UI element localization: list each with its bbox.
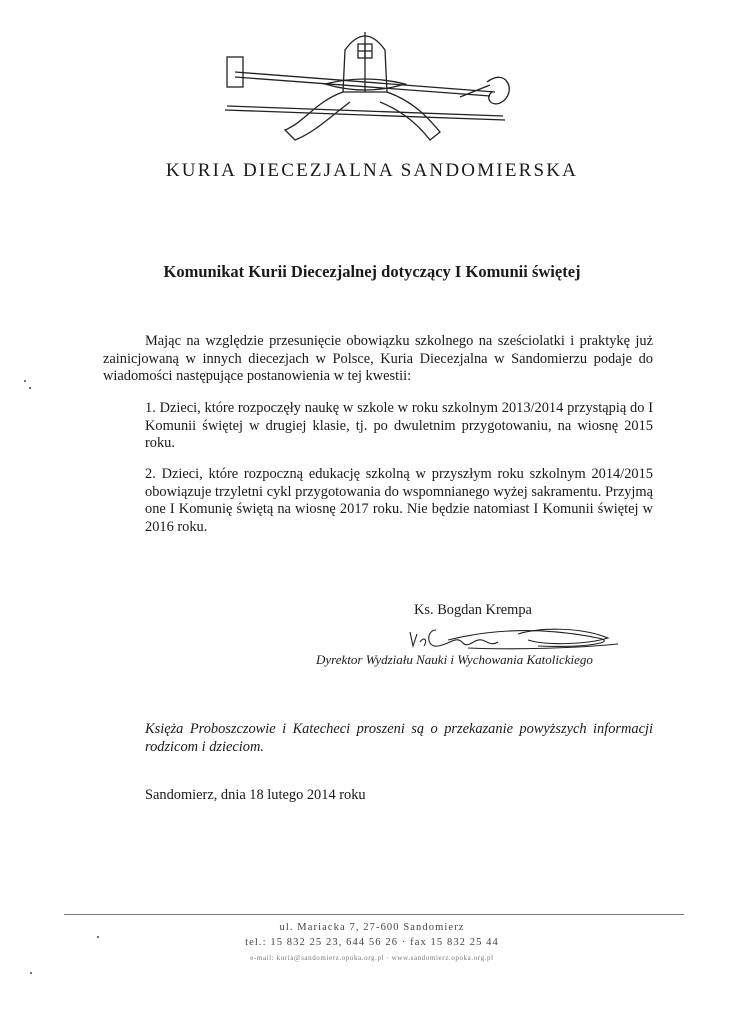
date-line: Sandomierz, dnia 18 lutego 2014 roku — [145, 787, 366, 803]
intro-paragraph: Mając na względzie przesunięcie obowiązku szkolnego na sześciolatki i praktykę już zainicjowaną w innych diecezjach w Polsce, Kuria Diecezjalna w Sandomierzu podaje do wiadomości następujące postanowienia w tej kwestii: — [103, 333, 653, 385]
organization-name: KURIA DIECEZJALNA SANDOMIERSKA — [165, 160, 579, 181]
footer-divider — [64, 914, 684, 915]
scan-speck — [29, 387, 31, 389]
point-1-paragraph: 1. Dzieci, które rozpoczęły naukę w szkole w roku szkolnym 2013/2014 przystąpią do I Komunii świętej w drugiej klasie, tj. po dwuletnim przygotowaniu, na wiosnę 2015 roku. — [145, 400, 653, 452]
scan-speck — [97, 936, 99, 938]
instruction-note: Księża Proboszczowie i Katecheci proszeni są o przekazanie powyższych informacji rodzicom i dzieciom. — [145, 721, 653, 755]
scan-speck — [30, 972, 32, 974]
document-title: Komunikat Kurii Diecezjalnej dotyczący I Komunii świętej — [163, 262, 581, 281]
footer-address: ul. Mariacka 7, 27-600 Sandomierz — [279, 922, 465, 933]
footer-contact: e-mail: kuria@sandomierz.opoka.org.pl · www.sandomierz.opoka.org.pl — [250, 954, 494, 962]
scan-speck — [24, 380, 26, 382]
diocesan-crest-icon — [215, 22, 515, 147]
footer-phones: tel.: 15 832 25 23, 644 56 26 · fax 15 832 25 44 — [245, 937, 499, 948]
signatory-name: Ks. Bogdan Krempa — [414, 602, 532, 618]
signatory-role: Dyrektor Wydziału Nauki i Wychowania Katolickiego — [316, 652, 593, 667]
point-2-paragraph: 2. Dzieci, które rozpoczną edukację szkolną w przyszłym roku szkolnym 2014/2015 obowiązuje trzyletni cykl przygotowania do wspomnianego wyżej sakramentu. Przyjmą one I Komunię świętą na wiosnę 2017 roku. Nie będzie natomiast I Komunii świętej w 2016 roku. — [145, 466, 653, 535]
